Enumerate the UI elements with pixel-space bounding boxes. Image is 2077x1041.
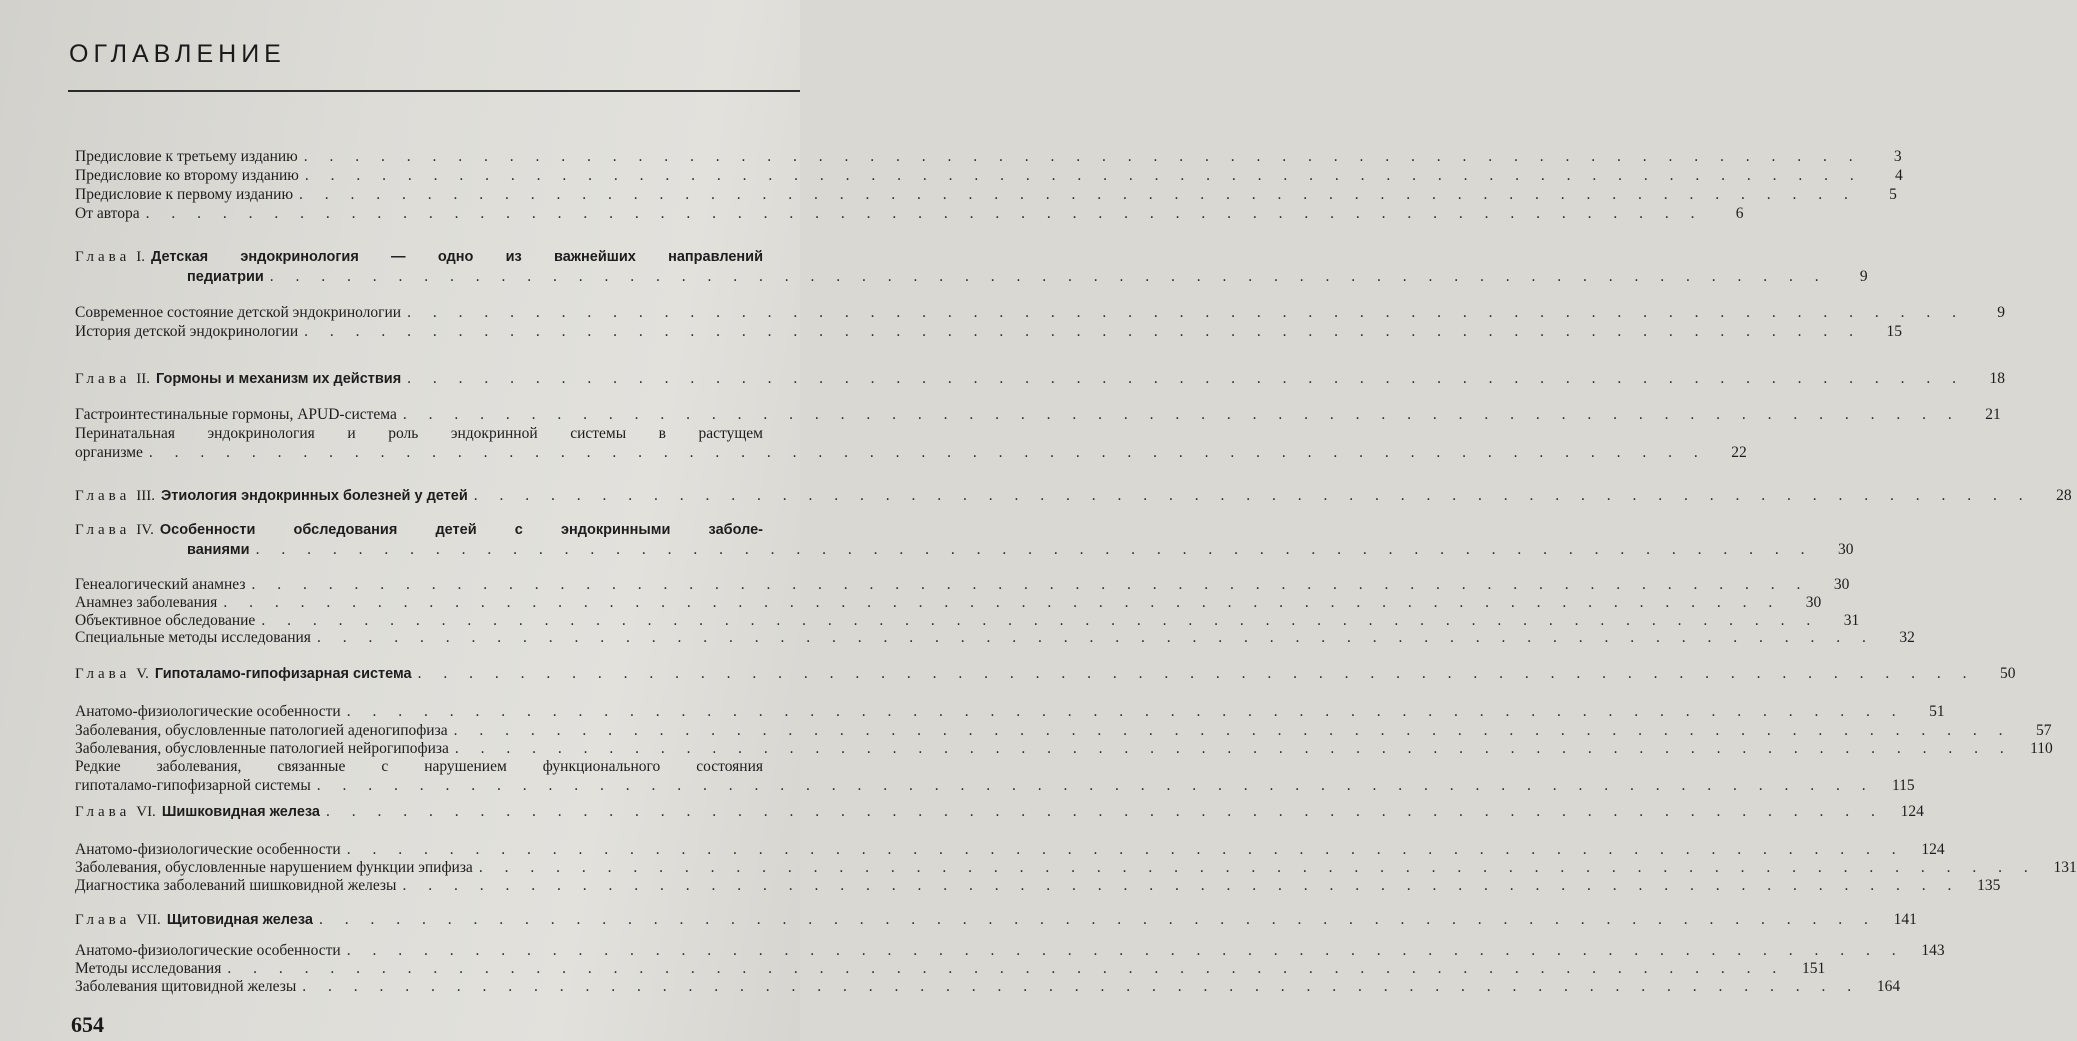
toc-page-number: 4: [1895, 167, 1903, 184]
toc-entry-text: ваниями: [187, 542, 250, 558]
toc-entry-text: Генеалогический анамнез: [75, 576, 246, 593]
toc-entry-label: [75, 370, 401, 389]
toc-page-number: 5: [1889, 186, 1897, 203]
toc-entry-label: [75, 911, 313, 930]
toc-entry-label: [75, 443, 143, 462]
toc-entry-text: Детская эндокринология — одно из важнейших направлений: [150, 249, 763, 265]
title-rule: [68, 90, 800, 92]
toc-section: [75, 303, 2005, 322]
toc-entry-label: [75, 628, 311, 647]
toc-page-number: 124: [1921, 841, 1945, 858]
toc-entry-text: Анамнез заболевания: [75, 594, 218, 611]
toc-section: [75, 941, 1945, 960]
toc-page-number: 141: [1893, 911, 1917, 928]
toc-entry-text: Особенности обследования детей с эндокринными заболе-: [159, 522, 763, 538]
toc-section: [75, 702, 1945, 721]
dot-leader: . . . . . . . . . . . . . . . . . . . . . . . . . . . . . . . . . . . . . . . . . . . . . . . . . . . . . . . . . . . . .: [261, 612, 1820, 629]
toc-section: [75, 757, 1915, 795]
dot-leader: . . . . . . . . . . . . . . . . . . . . . . . . . . . . . . . . . . . . . . . . . . . . . . . . . . . . . . . . . . . . .: [346, 841, 1905, 858]
toc-page-number: 151: [1801, 960, 1826, 977]
dot-leader: . . . . . . . . . . . . . . . . . . . . . . . . . . . . . . . . . . . . . . . . . . . . . . . . . . . . . . . . . . . . .: [346, 942, 1905, 959]
toc-page-number: 164: [1876, 978, 1901, 995]
toc-section: [75, 876, 2001, 895]
dot-leader: . . . . . . . . . . . . . . . . . . . . . . . . . . . . . . . . . . . . . . . . . . . . . . . . . . . . . . . . . . . . .: [148, 444, 1707, 461]
toc-entry-text: Этиология эндокринных болезней у детей: [160, 488, 468, 504]
toc-entry-text: Анатомо-физиологические особенности: [75, 703, 341, 720]
toc-entry-label: [75, 702, 341, 721]
chapter-number: V.: [136, 666, 149, 682]
toc-section: [75, 593, 1822, 612]
toc-entry-text: Гормоны и механизм их действия: [155, 371, 402, 387]
toc-page-number: 57: [2035, 722, 2052, 739]
toc-entry-label: [75, 405, 397, 424]
toc-entry-text: Щитовидная железа: [166, 912, 313, 928]
toc-page-number: 32: [1899, 629, 1915, 646]
dot-leader: . . . . . . . . . . . . . . . . . . . . . . . . . . . . . . . . . . . . . . . . . . . . . . . . . . . . . . . . . . . . .: [227, 960, 1786, 977]
toc-entry-line1: [75, 248, 763, 267]
toc-section: [75, 424, 1747, 462]
toc-entry-label: [75, 487, 468, 506]
toc-entry-label: [75, 204, 140, 223]
toc-section: [75, 739, 2053, 758]
toc-entry-text: Методы исследования: [75, 960, 222, 977]
toc-entry-label: [75, 858, 473, 877]
toc-chapter: [75, 664, 2016, 684]
dot-leader: . . . . . . . . . . . . . . . . . . . . . . . . . . . . . . . . . . . . . . . . . . . . . . . . . . . . . . . . . . . . .: [417, 665, 1976, 682]
toc-entry-line1: [75, 521, 763, 540]
toc-entry-text: Предисловие к третьему изданию: [75, 148, 298, 165]
dot-leader: . . . . . . . . . . . . . . . . . . . . . . . . . . . . . . . . . . . . . . . . . . . . . . . . . . . . . . . . . . . . .: [269, 268, 1828, 285]
toc-entry-label: [75, 977, 296, 996]
chapter-prefix: Глава: [75, 371, 131, 387]
toc-page-number: 9: [1859, 268, 1868, 285]
dot-leader: . . . . . . . . . . . . . . . . . . . . . . . . . . . . . . . . . . . . . . . . . . . . . . . . . . . . . . . . . . . . .: [402, 877, 1961, 894]
toc-entry-text: Предисловие ко второму изданию: [75, 167, 299, 184]
dot-leader: . . . . . . . . . . . . . . . . . . . . . . . . . . . . . . . . . . . . . . . . . . . . . . . . . . . . . . . . . . . . .: [299, 186, 1857, 203]
toc-entry-label: [75, 721, 448, 740]
toc-entry-label: [75, 303, 401, 322]
chapter-number: I.: [136, 249, 145, 265]
toc-entry-label: [75, 575, 245, 594]
toc-entry-text: Заболевания щитовидной железы: [75, 978, 297, 995]
toc-entry-text: Диагностика заболеваний шишковидной железы: [75, 877, 397, 894]
toc-section: [75, 185, 1897, 204]
toc-entry-text: Гастроинтестинальные гормоны, APUD-система: [75, 406, 397, 423]
toc-section: [75, 977, 1901, 996]
toc-entry-line1: [75, 757, 763, 776]
dot-leader: . . . . . . . . . . . . . . . . . . . . . . . . . . . . . . . . . . . . . . . . . . . . . . . . . . . . . . . . . . . . .: [402, 406, 1961, 423]
dot-leader: . . . . . . . . . . . . . . . . . . . . . . . . . . . . . . . . . . . . . . . . . . . . . . . . . . . . . . . . . . . . .: [407, 304, 1965, 321]
dot-leader: . . . . . . . . . . . . . . . . . . . . . . . . . . . . . . . . . . . . . . . . . . . . . . . . . . . . . . . . . . . . .: [303, 148, 1862, 165]
toc-entry-text: Современное состояние детской эндокринологии: [75, 304, 402, 321]
toc-section: [75, 959, 1826, 978]
page-title: ОГЛАВЛЕНИЕ: [69, 40, 286, 68]
toc-chapter: [75, 521, 1854, 560]
toc-entry-label: [75, 803, 320, 822]
chapter-prefix: Глава: [75, 912, 131, 928]
dot-leader: . . . . . . . . . . . . . . . . . . . . . . . . . . . . . . . . . . . . . . . . . . . . . . . . . . . . . . . . . . . . .: [304, 323, 1863, 340]
toc-page-number: 28: [2056, 487, 2072, 504]
toc-page-number: 30: [1805, 594, 1822, 611]
toc-entry-text: Шишковидная железа: [161, 804, 320, 820]
toc-entry-label: [75, 776, 311, 795]
toc-section: [75, 858, 2077, 877]
toc-page-number: 131: [2053, 859, 2077, 876]
chapter-number: IV.: [136, 522, 154, 538]
toc-page-number: 115: [1891, 777, 1915, 794]
toc-chapter: [75, 802, 1924, 822]
toc-section: [75, 628, 1915, 647]
chapter-prefix: Глава: [75, 488, 131, 504]
toc-section: [75, 575, 1850, 594]
toc-entry-text: Гипоталамо-гипофизарная система: [154, 666, 412, 682]
toc-section: [75, 147, 1902, 166]
toc-entry-text: Объективное обследование: [75, 612, 256, 629]
dot-leader: . . . . . . . . . . . . . . . . . . . . . . . . . . . . . . . . . . . . . . . . . . . . . . . . . . . . . . . . . . . . .: [407, 370, 1966, 387]
toc-entry-label: [75, 739, 449, 758]
toc-entry-label: [75, 665, 412, 684]
dot-leader: . . . . . . . . . . . . . . . . . . . . . . . . . . . . . . . . . . . . . . . . . . . . . . . . . . . . . . . . . . . . .: [223, 594, 1782, 611]
toc-page-number: 30: [1833, 576, 1850, 593]
toc-page-number: 18: [1989, 370, 2006, 387]
chapter-prefix: Глава: [75, 249, 131, 265]
dot-leader: . . . . . . . . . . . . . . . . . . . . . . . . . . . . . . . . . . . . . . . . . . . . . . . . . . . . . . . . . . . . .: [346, 703, 1905, 720]
toc-chapter: [75, 369, 2006, 389]
toc-entry-label: [75, 166, 299, 185]
toc-page-number: 50: [2000, 665, 2016, 682]
toc-chapter: [75, 910, 1917, 930]
dot-leader: . . . . . . . . . . . . . . . . . . . . . . . . . . . . . . . . . . . . . . . . . . . . . . . . . . . . . . . . . . . . .: [453, 722, 2012, 739]
dot-leader: . . . . . . . . . . . . . . . . . . . . . . . . . . . . . . . . . . . . . . . . . . . . . . . . . . . . . . . . . . . . .: [145, 205, 1704, 222]
toc-entry-text: Заболевания, обусловленные патологией аденогипофиза: [75, 722, 448, 739]
toc-page-number: 31: [1843, 612, 1860, 629]
toc-page-number: 124: [1900, 803, 1924, 820]
toc-entry-label: [75, 876, 396, 895]
toc-page-number: 22: [1731, 444, 1747, 461]
toc-chapter: [75, 248, 1868, 287]
toc-page-number: 15: [1886, 323, 1903, 340]
toc-entry-label: [75, 840, 341, 859]
toc-entry-text: организме: [75, 444, 143, 461]
toc-entry-label: [75, 147, 298, 166]
dot-leader: . . . . . . . . . . . . . . . . . . . . . . . . . . . . . . . . . . . . . . . . . . . . . . . . . . . . . . . . . . . . .: [304, 167, 1863, 184]
toc-entry-text: Редкие заболевания, связанные с нарушением функционального состояния: [75, 758, 763, 775]
toc-page-number: 143: [1921, 942, 1945, 959]
chapter-prefix: Глава: [75, 804, 131, 820]
toc-entry-text: Анатомо-физиологические особенности: [75, 942, 341, 959]
dot-leader: . . . . . . . . . . . . . . . . . . . . . . . . . . . . . . . . . . . . . . . . . . . . . . . . . . . . . . . . . . . . .: [255, 541, 1814, 558]
toc-entry-text: Заболевания, обусловленные нарушением функции эпифиза: [75, 859, 473, 876]
toc-entry-text: Специальные методы исследования: [75, 629, 311, 646]
dot-leader: . . . . . . . . . . . . . . . . . . . . . . . . . . . . . . . . . . . . . . . . . . . . . . . . . . . . . . . . . . . . .: [318, 911, 1877, 928]
toc-section: [75, 322, 1903, 341]
toc-entry-text: История детской эндокринологии: [75, 323, 299, 340]
chapter-number: II.: [136, 371, 150, 387]
toc-section: [75, 204, 1744, 223]
dot-leader: . . . . . . . . . . . . . . . . . . . . . . . . . . . . . . . . . . . . . . . . . . . . . . . . . . . . . . . . . . . . .: [316, 777, 1875, 794]
toc-page-number: 135: [1977, 877, 2001, 894]
page-number: 654: [71, 1012, 104, 1037]
toc-section: [75, 721, 2052, 740]
toc-entry-label: [75, 185, 293, 204]
toc-section: [75, 405, 2001, 424]
chapter-prefix: Глава: [75, 666, 131, 682]
toc-chapter: [75, 486, 2072, 506]
chapter-number: VI.: [136, 804, 156, 820]
dot-leader: . . . . . . . . . . . . . . . . . . . . . . . . . . . . . . . . . . . . . . . . . . . . . . . . . . . . . . . . . . . . .: [473, 487, 2032, 504]
dot-leader: . . . . . . . . . . . . . . . . . . . . . . . . . . . . . . . . . . . . . . . . . . . . . . . . . . . . . . . . . . . . .: [454, 740, 2013, 757]
dot-leader: . . . . . . . . . . . . . . . . . . . . . . . . . . . . . . . . . . . . . . . . . . . . . . . . . . . . . . . . . . . . .: [478, 859, 2037, 876]
toc-entry-text: Предисловие к первому изданию: [75, 186, 294, 203]
dot-leader: . . . . . . . . . . . . . . . . . . . . . . . . . . . . . . . . . . . . . . . . . . . . . . . . . . . . . . . . . . . . .: [302, 978, 1861, 995]
toc-page-number: 51: [1929, 703, 1945, 720]
toc-page-number: 9: [1997, 304, 2005, 321]
dot-leader: . . . . . . . . . . . . . . . . . . . . . . . . . . . . . . . . . . . . . . . . . . . . . . . . . . . . . . . . . . . . .: [316, 629, 1875, 646]
toc-entry-label: [75, 941, 341, 960]
toc-entry-text: Анатомо-физиологические особенности: [75, 841, 341, 858]
toc-page-number: 110: [2030, 740, 2053, 757]
toc-section: [75, 840, 1945, 859]
toc-page-number: 30: [1837, 541, 1854, 558]
toc-page-number: 3: [1893, 148, 1902, 165]
toc-page-number: 6: [1735, 205, 1744, 222]
toc-entry-label: [187, 541, 250, 560]
toc-entry-text: От автора: [75, 205, 140, 222]
dot-leader: . . . . . . . . . . . . . . . . . . . . . . . . . . . . . . . . . . . . . . . . . . . . . . . . . . . . . . . . . . . . .: [325, 803, 1884, 820]
dot-leader: . . . . . . . . . . . . . . . . . . . . . . . . . . . . . . . . . . . . . . . . . . . . . . . . . . . . . . . . . . . . .: [251, 576, 1810, 593]
toc-entry-label: [75, 959, 221, 978]
toc-entry-text: педиатрии: [187, 269, 264, 285]
chapter-number: VII.: [136, 912, 161, 928]
toc-entry-text: Перинатальная эндокринология и роль эндокринной системы в растущем: [75, 425, 763, 442]
chapter-prefix: Глава: [75, 522, 131, 538]
toc-page-number: 21: [1985, 406, 2001, 423]
toc-entry-label: [75, 593, 217, 612]
toc-entry-text: гипоталамо-гипофизарной системы: [75, 777, 311, 794]
toc-entry-line1: [75, 424, 763, 443]
toc-entry-label: [187, 268, 264, 287]
toc-entry-label: [75, 322, 298, 341]
toc-entry-text: Заболевания, обусловленные патологией нейрогипофиза: [75, 740, 449, 757]
toc-section: [75, 166, 1903, 185]
chapter-number: III.: [136, 488, 155, 504]
